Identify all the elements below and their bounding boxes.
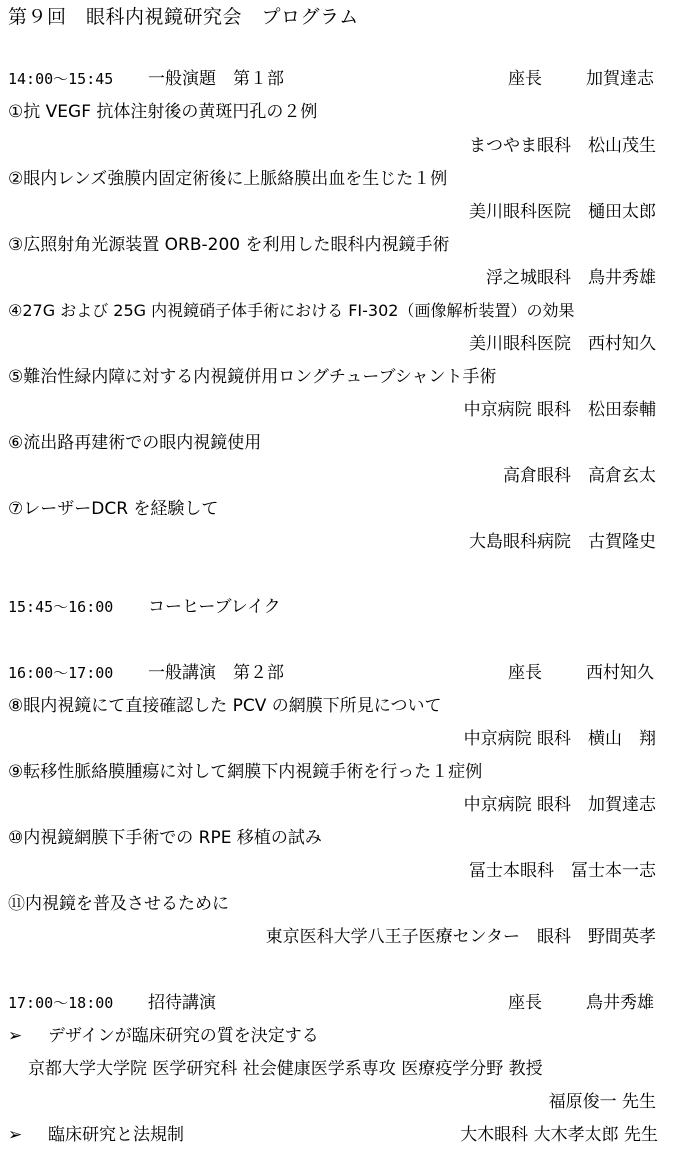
talk-speaker: 冨士本眼科 冨士本一志: [469, 861, 656, 881]
session-header: [8, 68, 668, 90]
session-time: 17:00～18:00: [8, 994, 114, 1012]
talk-speaker: 中京病院 眼科 松田泰輔: [463, 400, 656, 420]
session-time: 14:00～15:45: [8, 70, 114, 88]
chair-name: 加賀達志: [586, 69, 654, 89]
talk-speaker: 中京病院 眼科 加賀達志: [463, 795, 656, 815]
arrow-bullet-icon: ➢: [8, 1125, 23, 1145]
talk-title: ⑦レーザーDCR を経験して: [8, 499, 219, 519]
talk-speaker: 大島眼科病院 古賀隆史: [469, 532, 656, 552]
talk-title: ①抗 VEGF 抗体注射後の黄斑円孔の２例: [8, 102, 318, 122]
lecture-title: 臨床研究と法規制: [48, 1125, 184, 1145]
chair-label: 座長: [508, 663, 542, 683]
lecture-speaker: 福原俊一 先生: [548, 1092, 656, 1112]
talk-speaker: 東京医科大学八王子医療センター 眼科 野間英孝: [265, 927, 656, 947]
lecture-title-row: [8, 1025, 319, 1047]
talk-title: ⑪内視鏡を普及させるために: [8, 894, 229, 914]
talk-title: ④27G および 25G 内視鏡硝子体手術における FI-302（画像解析装置）の効果: [8, 301, 575, 320]
talk-title: ⑩内視鏡網膜下手術での RPE 移植の試み: [8, 828, 322, 848]
talk-speaker: 中京病院 眼科 横山 翔: [463, 729, 656, 749]
talk-title: ③広照射角光源装置 ORB-200 を利用した眼科内視鏡手術: [8, 235, 450, 255]
session-name: コーヒーブレイク: [148, 597, 281, 617]
talk-speaker: 美川眼科医院 西村知久: [469, 334, 656, 354]
lecture-title-row: [8, 1124, 658, 1146]
session-name: 一般講演 第２部: [148, 663, 284, 683]
session-header: [8, 662, 668, 684]
lecture-title: デザインが臨床研究の質を決定する: [48, 1026, 319, 1046]
chair-name: 西村知久: [586, 663, 654, 683]
talk-title: ⑧眼内視鏡にて直接確認した PCV の網膜下所見について: [8, 696, 442, 716]
talk-title: ⑤難治性緑内障に対する内視鏡併用ロングチューブシャント手術: [8, 367, 497, 387]
session-name: 一般演題 第１部: [148, 69, 284, 89]
talk-speaker: まつやま眼科 松山茂生: [469, 136, 656, 156]
talk-speaker: 浮之城眼科 鳥井秀雄: [486, 268, 656, 288]
lecture-affiliation: 京都大学大学院 医学研究科 社会健康医学系専攻 医療疫学分野 教授: [28, 1059, 543, 1079]
chair-label: 座長: [508, 69, 542, 89]
talk-speaker: 美川眼科医院 樋田太郎: [469, 202, 656, 222]
chair-label: 座長: [508, 993, 542, 1013]
session-time: 16:00～17:00: [8, 664, 114, 682]
talk-speaker: 高倉眼科 高倉玄太: [503, 466, 656, 486]
session-name: 招待講演: [148, 993, 216, 1013]
talk-title: ②眼内レンズ強膜内固定術後に上脈絡膜出血を生じた１例: [8, 169, 448, 189]
chair-name: 鳥井秀雄: [586, 993, 654, 1013]
lecture-speaker: 大木眼科 大木孝太郎 先生: [460, 1125, 658, 1145]
talk-title: ⑨転移性脈絡膜腫瘍に対して網膜下内視鏡手術を行った１症例: [8, 762, 483, 782]
session-time: 15:45～16:00: [8, 598, 114, 616]
talk-title: ⑥流出路再建術での眼内視鏡使用: [8, 433, 262, 453]
session-header: [8, 992, 668, 1014]
arrow-bullet-icon: ➢: [8, 1026, 23, 1046]
break-row: [8, 596, 281, 618]
page-title: 第９回 眼科内視鏡研究会 プログラム: [8, 6, 359, 28]
